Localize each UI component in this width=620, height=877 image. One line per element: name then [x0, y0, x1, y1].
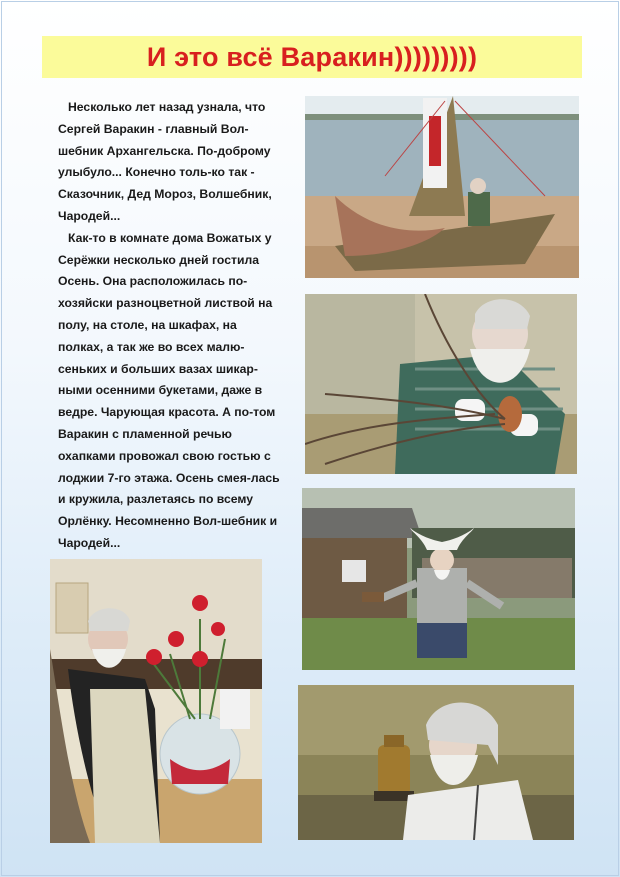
photo-bending-branches — [305, 294, 577, 474]
article-paragraph-2: Как-то в комнате дома Вожатых у Серёжки несколько дней гостила Осень. Она расположилась по-хозяйски разноцветной листвой на полу, на столе, на шкафах, на полках, а так же во всех малю-сеньких и больших вазах шикар-ными осенними букетами, даже в ведре. Чарующая красота. А по-том Варакин с пламенной речью охапками провожал свою гостью с лоджии 7-го этажа. Осень смея-лась и кружила, разлетаясь по всему Орлёнку. Несомненно Вол-шебник и Чародей... — [58, 230, 280, 550]
page-title: И это всё Варакин))))))))) — [146, 41, 478, 72]
photo-wicker-boat — [305, 96, 579, 278]
title-band — [42, 36, 582, 78]
article-text — [58, 97, 284, 577]
photo-samovar — [298, 685, 574, 840]
photo-roses-vase — [50, 559, 262, 843]
photo-horned-hat — [302, 488, 575, 670]
article-paragraph-1: Несколько лет назад узнала, что Сергей Варакин - главный Вол-шебник Архангельска. По-доброму улыбуло... Конечно толь-ко так - Сказочник, Дед Мороз, Волшебник, Чародей... — [58, 100, 272, 223]
